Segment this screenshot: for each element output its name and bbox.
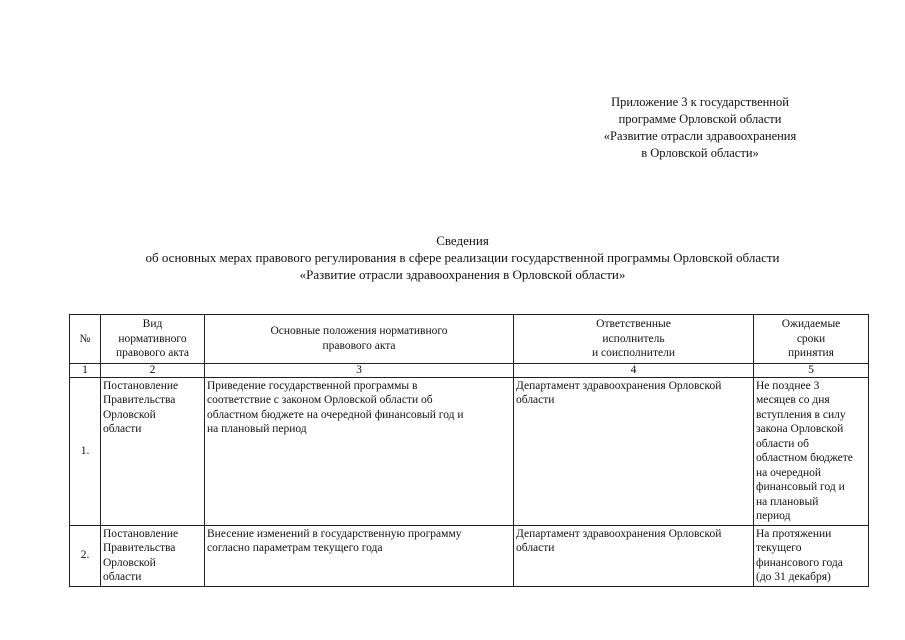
cell-line: Приведение государственной программы в xyxy=(207,379,418,392)
measures-table xyxy=(69,314,869,587)
cell-line: период xyxy=(756,510,791,522)
cell-line: Правительства xyxy=(103,394,176,406)
cell-line: месяцев со дня xyxy=(756,394,830,406)
cell-line: Внесение изменений в государственную программу xyxy=(207,527,462,540)
act-type-cell xyxy=(101,377,205,525)
deadline-cell xyxy=(754,525,869,586)
cell-line: Постановление xyxy=(103,379,179,392)
table-row xyxy=(70,377,869,525)
column-number: 3 xyxy=(205,363,514,377)
header-line: Ответственные xyxy=(596,318,671,330)
header-line: Вид xyxy=(142,318,163,330)
appendix-note xyxy=(570,94,830,162)
cell-line: Правительства xyxy=(103,542,176,554)
header-act-type xyxy=(101,315,205,364)
cell-line: вступления в силу xyxy=(756,408,846,421)
header-line: Основные положения нормативного xyxy=(270,325,448,338)
cell-line: области xyxy=(103,423,142,435)
cell-line: (до 31 декабря) xyxy=(756,571,831,583)
appendix-line: «Развитие отрасли здравоохранения xyxy=(603,129,797,143)
cell-line: На протяжении xyxy=(756,527,832,540)
cell-line: области xyxy=(516,394,555,406)
cell-line: области xyxy=(516,542,555,554)
appendix-line: в Орловской области» xyxy=(641,146,759,160)
header-line: правового акта xyxy=(322,339,396,352)
header-line: принятия xyxy=(788,347,834,359)
row-number: 1. xyxy=(70,377,101,525)
header-line: и соисполнители xyxy=(592,347,675,359)
cell-line: областном бюджете на очередной финансовый год и xyxy=(207,408,464,421)
cell-line: на плановый xyxy=(756,495,819,508)
cell-line: Постановление xyxy=(103,527,179,540)
column-number-row xyxy=(70,363,869,377)
cell-line: финансовый год и xyxy=(756,481,845,493)
header-line: исполнитель xyxy=(602,332,665,345)
executor-cell xyxy=(514,525,754,586)
document-heading xyxy=(40,232,885,283)
header-line: нормативного xyxy=(118,332,187,345)
document-title: Сведения xyxy=(436,233,489,248)
header-line: правового акта xyxy=(115,347,190,359)
cell-line: финансового года xyxy=(756,556,843,569)
cell-line: Орловской xyxy=(103,408,156,421)
appendix-line: Приложение 3 к государственной xyxy=(611,95,789,109)
cell-line: соответствие с законом Орловской области об xyxy=(207,394,433,406)
column-number: 1 xyxy=(70,363,101,377)
header-row xyxy=(70,315,869,364)
header-provisions xyxy=(205,315,514,364)
cell-line: областном бюджете xyxy=(756,452,853,464)
cell-line: на очередной xyxy=(756,466,822,479)
program-name: «Развитие отрасли здравоохранения в Орловской области» xyxy=(299,267,626,282)
executor-cell xyxy=(514,377,754,525)
deadline-cell xyxy=(754,377,869,525)
cell-line: Не позднее 3 xyxy=(756,379,820,392)
row-number: 2. xyxy=(70,525,101,586)
column-number: 4 xyxy=(514,363,754,377)
cell-line: Орловской xyxy=(103,556,156,569)
appendix-line: программе Орловской области xyxy=(618,112,782,126)
document-subtitle: об основных мерах правового регулирования в сфере реализации государственной программы Орловской области xyxy=(145,250,780,265)
provisions-cell xyxy=(205,525,514,586)
cell-line: закона Орловской xyxy=(756,423,844,435)
act-type-cell xyxy=(101,525,205,586)
cell-line: Департамент здравоохранения Орловской xyxy=(516,527,722,540)
cell-line: области об xyxy=(756,437,809,450)
cell-line: согласно параметрам текущего года xyxy=(207,542,383,554)
header-number: № xyxy=(70,315,101,364)
column-number: 5 xyxy=(754,363,869,377)
cell-line: области xyxy=(103,571,142,583)
header-line: сроки xyxy=(796,332,826,345)
header-line: Ожидаемые xyxy=(781,318,841,330)
cell-line: текущего xyxy=(756,542,802,554)
provisions-cell xyxy=(205,377,514,525)
column-number: 2 xyxy=(101,363,205,377)
table-row xyxy=(70,525,869,586)
header-deadline xyxy=(754,315,869,364)
header-executor xyxy=(514,315,754,364)
cell-line: на плановый период xyxy=(207,423,307,435)
cell-line: Департамент здравоохранения Орловской xyxy=(516,379,722,392)
